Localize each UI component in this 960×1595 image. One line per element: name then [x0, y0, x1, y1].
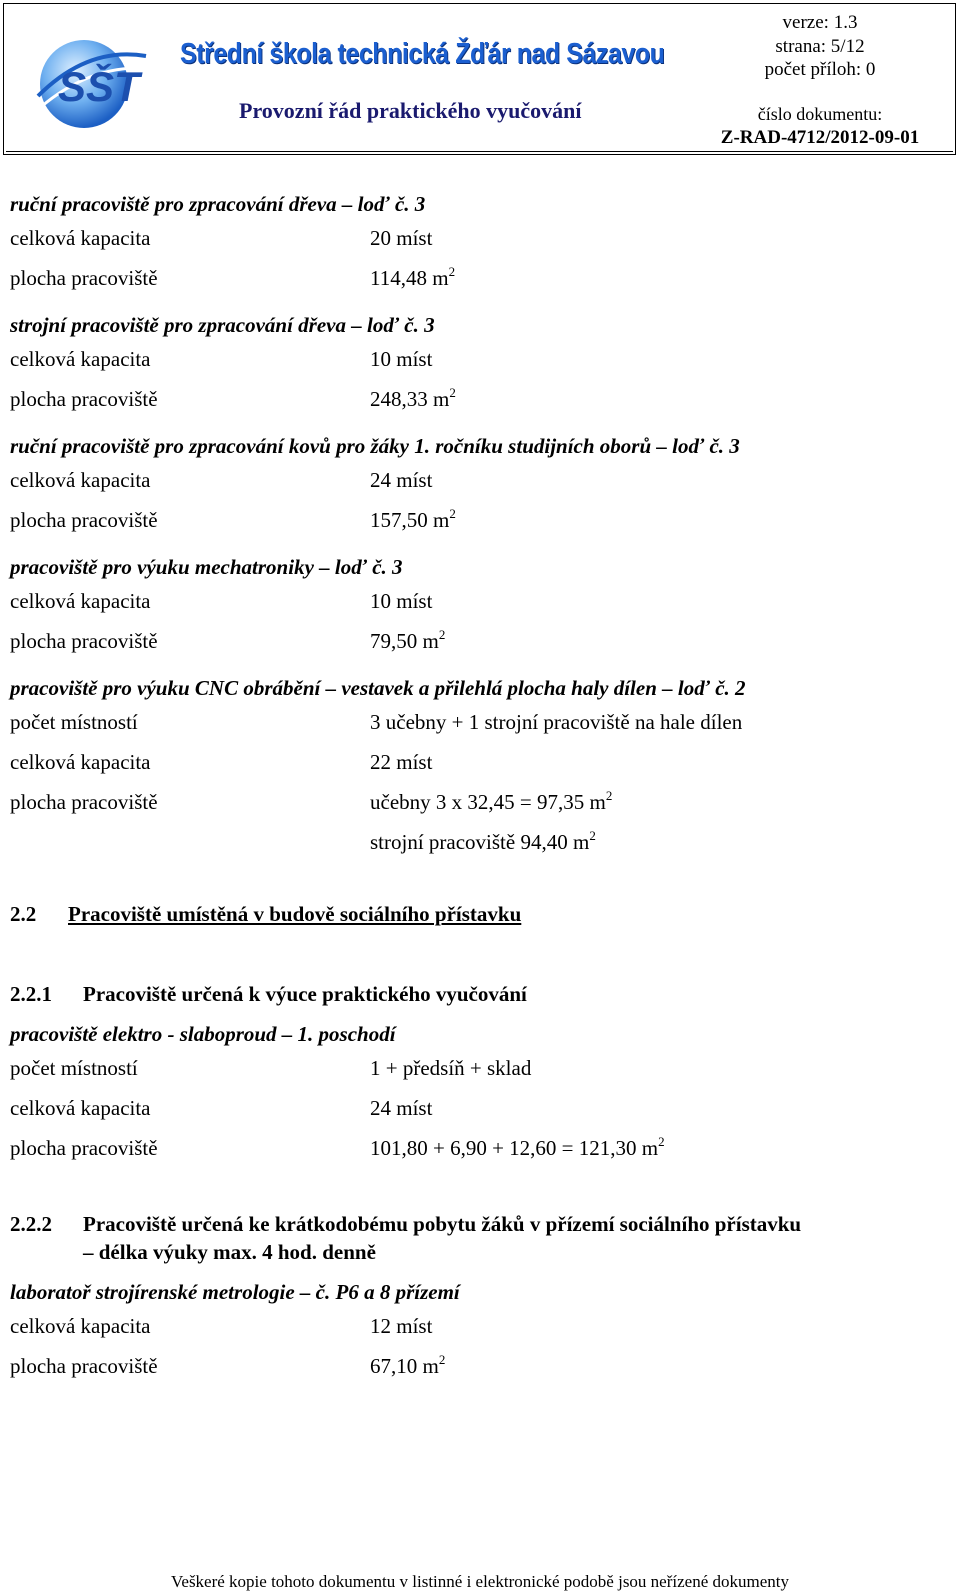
row-value: 67,10 $m^2$ — [370, 1352, 446, 1378]
row-label: plocha pracoviště — [10, 508, 158, 532]
school-logo-icon — [28, 26, 150, 138]
info-row — [10, 1088, 940, 1128]
workplace-section — [10, 432, 940, 540]
heading-text: Pracoviště umístěná v budově sociálního přístavku — [68, 902, 522, 926]
heading-text: Pracoviště určená ke krátkodobému pobytu žáků v přízemí sociálního přístavku – délka výuky max. 4 hod. denně — [83, 1212, 802, 1264]
row-value: 248,33 $m^2$ — [370, 385, 456, 411]
info-row — [10, 460, 940, 500]
row-label: plocha pracoviště — [10, 629, 158, 653]
row-value: 79,50 $m^2$ — [370, 627, 446, 653]
workplace-section — [10, 553, 940, 661]
row-value: 10 míst — [370, 589, 433, 613]
row-value: 10 míst — [370, 347, 433, 371]
info-row — [10, 218, 940, 258]
info-row — [10, 621, 940, 661]
row-label: celková kapacita — [10, 226, 151, 250]
info-row — [10, 500, 940, 540]
heading-2-2 — [10, 900, 940, 928]
doc-number: Z-RAD-4712/2012-09-01 — [720, 127, 920, 148]
document-body — [10, 190, 940, 1399]
info-row — [10, 581, 940, 621]
row-value: 101,80 + 6,90 + 12,60 = 121,30 $m^2$ — [370, 1134, 665, 1160]
row-value: 114,48 $m^2$ — [370, 264, 456, 290]
info-row — [10, 258, 940, 298]
info-row — [10, 339, 940, 379]
row-label: celková kapacita — [10, 750, 151, 774]
row-value: učebny 3 x 32,45 = 97,35 $m^2$ — [370, 788, 613, 814]
attachments-count: počet příloh: 0 — [764, 59, 876, 80]
row-label: plocha pracoviště — [10, 387, 158, 411]
row-value: 1 + předsíň + sklad — [370, 1056, 532, 1080]
row-label: plocha pracoviště — [10, 266, 158, 290]
info-row — [10, 1346, 940, 1386]
row-value: 24 míst — [370, 1096, 433, 1120]
row-label: celková kapacita — [10, 468, 151, 492]
workplace-section — [10, 1020, 940, 1168]
row-value: 12 míst — [370, 1314, 433, 1338]
section-title: ruční pracoviště pro zpracování kovů pro žáky 1. ročníku studijních oborů – loď č. 3 — [10, 434, 740, 458]
row-label: plocha pracoviště — [10, 790, 158, 814]
info-row — [10, 1128, 940, 1168]
document-title: Provozní řád praktického vyučování — [239, 98, 582, 123]
page-number: strana: 5/12 — [775, 36, 865, 57]
school-name: Střední škola technická Žďár nad Sázavou — [180, 38, 665, 70]
row-label: plocha pracoviště — [10, 1136, 158, 1160]
info-row — [10, 1048, 940, 1088]
logo-text: SŠT — [58, 63, 140, 110]
section-title: pracoviště elektro - slaboproud – 1. poschodí — [10, 1022, 396, 1046]
info-row — [10, 822, 940, 862]
info-row — [10, 702, 940, 742]
heading-number: 2.2.1 — [10, 982, 52, 1006]
row-value: 22 míst — [370, 750, 433, 774]
workplace-section — [10, 311, 940, 419]
workplace-section — [10, 674, 940, 862]
version-label: verze: 1.3 — [782, 12, 858, 33]
row-value: 3 učebny + 1 strojní pracoviště na hale dílen — [370, 710, 743, 734]
row-value: 20 míst — [370, 226, 433, 250]
heading-2-2-1 — [10, 980, 940, 1008]
row-label: plocha pracoviště — [10, 1354, 158, 1378]
row-label: počet místností — [10, 710, 138, 734]
heading-text: Pracoviště určená k výuce praktického vyučování — [83, 982, 527, 1006]
workplace-section — [10, 1278, 940, 1386]
section-title: ruční pracoviště pro zpracování dřeva – loď č. 3 — [10, 192, 426, 216]
row-label: počet místností — [10, 1056, 138, 1080]
row-value: 24 míst — [370, 468, 433, 492]
info-row — [10, 1306, 940, 1346]
row-label: celková kapacita — [10, 1096, 151, 1120]
heading-number: 2.2 — [10, 902, 37, 926]
section-title: pracoviště pro výuku mechatroniky – loď č. 3 — [10, 555, 403, 579]
document-footer: Veškeré kopie tohoto dokumentu v listinné i elektronické podobě jsou neřízené dokumenty — [171, 1572, 789, 1591]
section-title: strojní pracoviště pro zpracování dřeva – loď č. 3 — [10, 313, 435, 337]
row-label: celková kapacita — [10, 1314, 151, 1338]
section-title: laboratoř strojírenské metrologie – č. P6 a 8 přízemí — [10, 1280, 460, 1304]
row-label — [10, 822, 370, 862]
info-row — [10, 379, 940, 419]
section-title: pracoviště pro výuku CNC obrábění – vestavek a přilehlá plocha haly dílen – loď č. 2 — [10, 676, 746, 700]
info-row — [10, 782, 940, 822]
heading-number: 2.2.2 — [10, 1212, 52, 1236]
heading-2-2-2 — [10, 1210, 940, 1266]
doc-number-label: číslo dokumentu: — [757, 104, 883, 124]
row-value: 157,50 $m^2$ — [370, 506, 456, 532]
info-row — [10, 742, 940, 782]
row-value: strojní pracoviště 94,40 $m^2$ — [370, 828, 596, 854]
workplace-section — [10, 190, 940, 298]
document-header — [3, 3, 956, 155]
row-label: celková kapacita — [10, 589, 151, 613]
row-label: celková kapacita — [10, 347, 151, 371]
